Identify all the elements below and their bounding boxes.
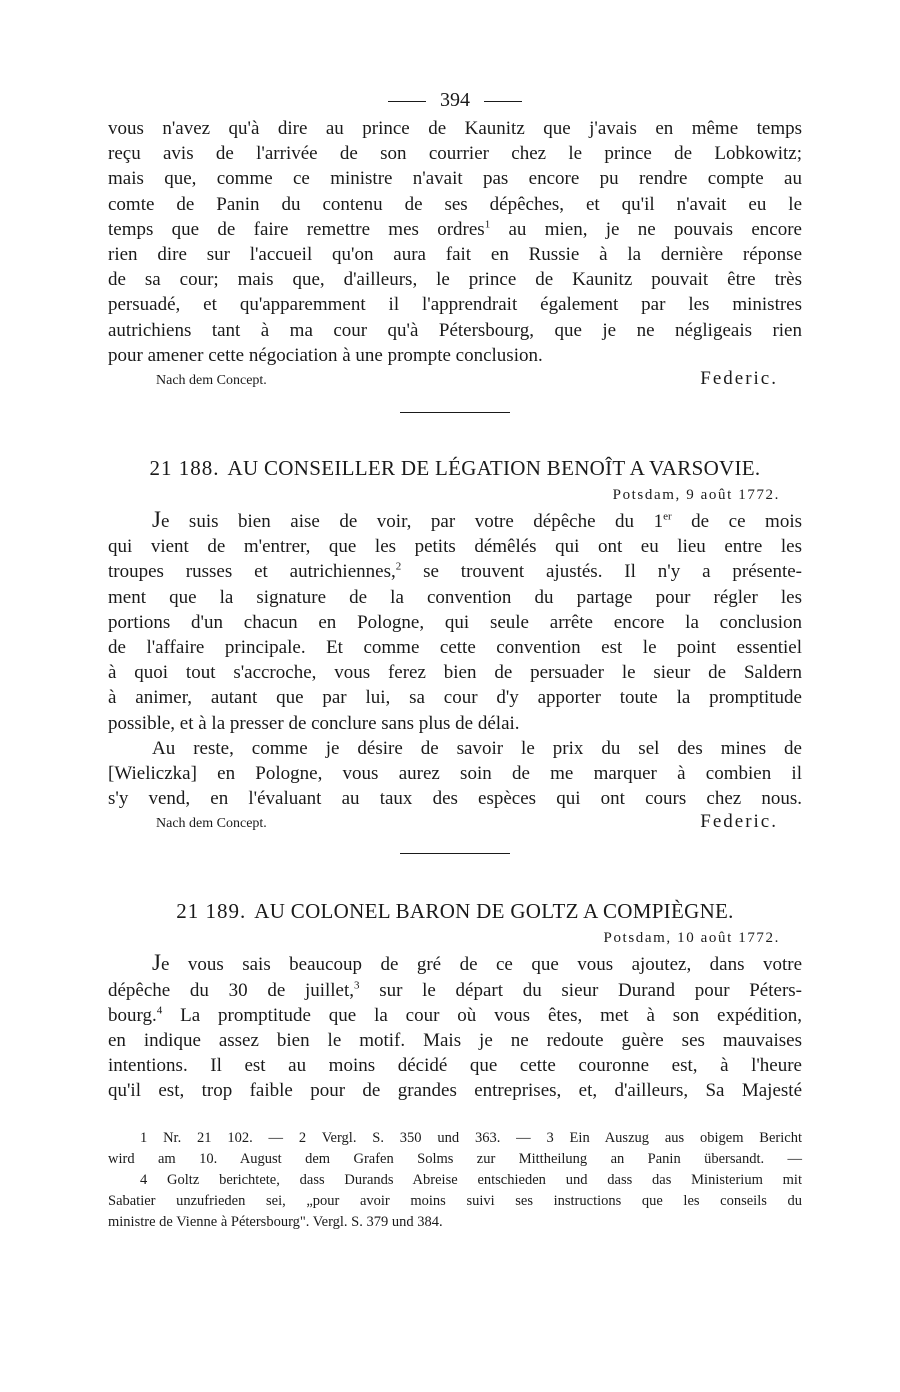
text-line <box>108 950 802 977</box>
letter-heading <box>108 896 802 926</box>
text-fragment: dépêche du 30 de juillet, <box>108 979 355 1001</box>
footnote-line: 4 Goltz berichtete, dass Durands Abreise entschieden und dass das Ministerium mit <box>140 1171 802 1188</box>
date: 9 août 1772. <box>686 487 780 504</box>
text-line: s'y vend, en l'évaluant au taux des espèces qui ont cours chez nous. <box>108 788 802 810</box>
place: Potsdam, <box>612 487 681 504</box>
letter-number: 21 189. <box>176 899 247 924</box>
page-number-line <box>108 84 802 116</box>
footnote-mark: 1 <box>484 218 491 231</box>
footnote-mark: 4 <box>156 1004 163 1017</box>
letter-title: AU CONSEILLER DE LÉGATION BENOÎT A VARSOVIE. <box>227 456 761 481</box>
text-line: persuadé, et qu'apparemment il l'apprendrait également par les ministres <box>108 294 802 316</box>
text-fragment: e vous sais beaucoup de gré de ce que vous ajoutez, dans votre <box>160 954 802 976</box>
signature: Federic. <box>700 811 778 833</box>
text-line: possible, et à la presser de conclure sans plus de délai. <box>108 712 520 734</box>
text-line: comte de Panin du contenu de ses dépêches, et qu'il n'avait eu le <box>108 193 802 215</box>
text-fragment: e suis bien aise de voir, par votre dépêche du 1 <box>160 511 664 533</box>
text-fragment: bourg. <box>108 1004 157 1026</box>
initial-letter: J <box>152 950 161 976</box>
signature: Federic. <box>700 368 778 390</box>
text-fragment: La promptitude que la cour où vous êtes, met à son expédition, <box>162 1004 802 1026</box>
text-line: [Wieliczka] en Pologne, vous aurez soin de me marquer à combien il <box>108 763 802 785</box>
page <box>108 84 802 1233</box>
text-line: de sa cour; mais que, d'ailleurs, le prince de Kaunitz pouvait être très <box>108 269 802 291</box>
text-line: autrichiens tant à ma cour qu'à Pétersbourg, que je ne négligeais rien <box>108 319 802 341</box>
dash-right <box>484 101 522 102</box>
text-line: de l'affaire principale. Et comme cette convention est le point essentiel <box>108 637 802 659</box>
letter-heading <box>108 453 802 483</box>
text-line: pour amener cette négociation à une prompte conclusion. <box>108 344 543 366</box>
letter-body <box>108 507 802 811</box>
text-line <box>108 978 802 1003</box>
source-note: Nach dem Concept. <box>156 816 267 832</box>
dash-left <box>388 101 426 102</box>
dateline <box>108 926 802 950</box>
footnote-line: wird am 10. August dem Grafen Solms zur Mittheilung an Panin übersandt. — <box>108 1150 802 1167</box>
text-line: à animer, autant que par lui, sa cour d'y apporter toute la promptitude <box>108 687 802 709</box>
text-line <box>108 1003 802 1028</box>
footnote-mark: 2 <box>395 561 402 574</box>
text-line: qui vient de m'entrer, que les petits démêlés qui ont eu lieu entre les <box>108 536 802 558</box>
place: Potsdam, <box>603 930 672 947</box>
text-line: qu'il est, trop faible pour de grandes entreprises, et, d'ailleurs, Sa Majesté <box>108 1080 802 1102</box>
date: 10 août 1772. <box>677 930 780 947</box>
page-number: 394 <box>440 89 470 111</box>
footnote-mark: 3 <box>354 979 360 992</box>
text-fragment: troupes russes et autrichiennes, <box>108 561 396 583</box>
text-line: reçu avis de l'arrivée de son courrier chez le prince de Lobkowitz; <box>108 143 802 165</box>
footnotes <box>108 1128 802 1233</box>
footnote-line: Sabatier unzufrieden sei, „pour avoir moins suivi ses instructions que les conseils du <box>108 1192 802 1209</box>
initial-letter: J <box>152 507 161 533</box>
text-fragment: sur le départ du sieur Durand pour Péters- <box>359 979 802 1001</box>
text-fragment: au mien, je ne pouvais encore <box>508 218 802 240</box>
continuation-text <box>108 116 802 368</box>
signature-line <box>108 368 802 398</box>
text-line: portions d'un chacun en Pologne, qui seule arrête encore la conclusion <box>108 611 802 633</box>
text-line: intentions. Il est au moins décidé que cette couronne est, à l'heure <box>108 1055 802 1077</box>
text-fragment: se trouvent ajustés. Il n'y a présente- <box>401 561 802 583</box>
signature-line <box>108 811 802 841</box>
text-line: ment que la signature de la convention du partage pour régler les <box>108 586 802 608</box>
superscript: er <box>663 510 672 523</box>
text-line <box>108 507 802 534</box>
dateline <box>108 483 802 507</box>
source-note: Nach dem Concept. <box>156 373 267 389</box>
text-line: à quoi tout s'accroche, vous ferez bien de persuader le sieur de Saldern <box>108 662 802 684</box>
letter-body <box>108 950 802 1103</box>
text-line <box>108 217 802 242</box>
letter-number: 21 188. <box>149 456 220 481</box>
text-line: vous n'avez qu'à dire au prince de Kaunitz que j'avais en même temps <box>108 118 802 139</box>
footnote-line: 1 Nr. 21 102. — 2 Vergl. S. 350 und 363. — 3 Ein Auszug aus obigem Bericht <box>140 1129 802 1146</box>
text-fragment: de ce mois <box>671 511 802 533</box>
text-fragment: temps que de faire remettre mes ordres <box>108 218 485 240</box>
text-line: rien dire sur l'accueil qu'on aura fait en Russie à la dernière réponse <box>108 244 802 266</box>
text-line <box>108 559 802 584</box>
text-line: en indique assez bien le motif. Mais je ne redoute guère ses mauvaises <box>108 1030 802 1052</box>
footnote-line: ministre de Vienne à Pétersbourg". Vergl. S. 379 und 384. <box>108 1213 443 1230</box>
letter-title: AU COLONEL BARON DE GOLTZ A COMPIÈGNE. <box>254 899 734 924</box>
text-line: mais que, comme ce ministre n'avait pas encore pu rendre compte au <box>108 168 802 190</box>
text-line: Au reste, comme je désire de savoir le prix du sel des mines de <box>152 737 802 759</box>
